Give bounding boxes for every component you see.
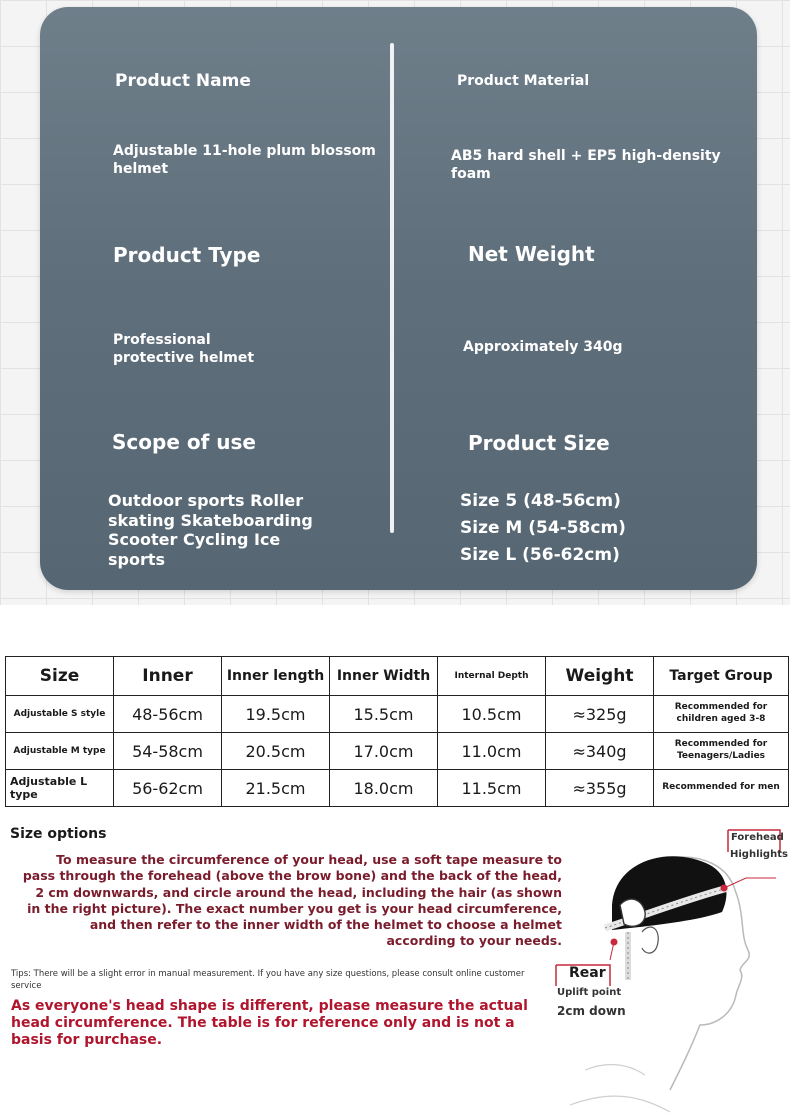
header-inner-length: Inner length — [222, 657, 330, 696]
rear-marker — [611, 939, 618, 946]
product-material-value: AB5 hard shell + EP5 high-density foam — [451, 148, 721, 182]
cell-target-group: Recommended for Teenagers/Ladies — [654, 733, 789, 770]
highlights-label: Highlights — [730, 849, 788, 860]
ear-shape — [642, 927, 658, 953]
cell-target-group: Recommended for men — [654, 770, 789, 807]
net-weight-heading: Net Weight — [468, 242, 595, 266]
cell-size: Adjustable S style — [6, 696, 114, 733]
size-table — [5, 656, 789, 807]
product-size-item: Size L (56-62cm) — [460, 545, 620, 566]
cell-size: Adjustable M type — [6, 733, 114, 770]
tips-text: Tips: There will be a slight error in manual measurement. If you have any size questions, please consult online customer service — [11, 969, 525, 992]
cell-weight: ≈340g — [546, 733, 654, 770]
cell-target-group: Recommended for children aged 3-8 — [654, 696, 789, 733]
cell-inner: 48-56cm — [114, 696, 222, 733]
product-size-item: Size M (54-58cm) — [460, 518, 626, 539]
shoulder-sketch — [570, 1065, 670, 1112]
table-row — [6, 696, 789, 733]
product-type-heading: Product Type — [113, 243, 261, 267]
cell-internal-depth: 11.0cm — [438, 733, 546, 770]
header-internal-depth: Internal Depth — [438, 657, 546, 696]
scope-value: Outdoor sports Roller skating Skateboarding Scooter Cycling Ice sports — [108, 491, 313, 570]
header-inner: Inner — [114, 657, 222, 696]
header-weight: Weight — [546, 657, 654, 696]
header-size: Size — [6, 657, 114, 696]
reference-warning: As everyone's head shape is different, please measure the actual head circumference. The table is for reference only and is not a basis for purchase. — [11, 998, 528, 1048]
header-target-group: Target Group — [654, 657, 789, 696]
measure-instructions: To measure the circumference of your head, use a soft tape measure to pass through the forehead (above the brow bone) and the back of the head, 2 cm downwards, and circle around the head, including the hair (as shown in the right picture). The exact number you get is your head circumference, and then refer to the inner width of the helmet to choose a helmet according to your needs. — [22, 852, 562, 949]
cell-inner-width: 15.5cm — [330, 696, 438, 733]
size-options-title: Size options — [10, 826, 107, 842]
cell-size: Adjustable L type — [6, 770, 114, 807]
table-row — [6, 733, 789, 770]
cell-weight: ≈355g — [546, 770, 654, 807]
cell-inner-length: 19.5cm — [222, 696, 330, 733]
cell-inner-length: 20.5cm — [222, 733, 330, 770]
product-size-heading: Product Size — [468, 431, 610, 455]
forehead-label: Forehead — [731, 832, 784, 843]
table-row — [6, 770, 789, 807]
scope-heading: Scope of use — [112, 430, 256, 454]
rear-label: Rear — [569, 965, 606, 981]
column-divider — [390, 43, 394, 533]
product-material-heading: Product Material — [457, 73, 590, 89]
product-name-value: Adjustable 11-hole plum blossom helmet — [113, 143, 376, 177]
head-measure-diagram — [550, 820, 790, 1115]
product-size-list — [460, 488, 626, 570]
cell-weight: ≈325g — [546, 696, 654, 733]
hand-shape — [620, 899, 645, 926]
table-header-row — [6, 657, 789, 696]
cell-inner-width: 17.0cm — [330, 733, 438, 770]
spec-card — [40, 7, 757, 590]
cell-internal-depth: 10.5cm — [438, 696, 546, 733]
uplift-label: Uplift point — [557, 987, 622, 998]
cell-internal-depth: 11.5cm — [438, 770, 546, 807]
header-inner-width: Inner Width — [330, 657, 438, 696]
product-type-value: Professional protective helmet — [113, 332, 255, 366]
cell-inner: 56-62cm — [114, 770, 222, 807]
product-name-heading: Product Name — [115, 71, 251, 91]
down-label: 2cm down — [557, 1004, 626, 1018]
cell-inner-length: 21.5cm — [222, 770, 330, 807]
cell-inner: 54-58cm — [114, 733, 222, 770]
cell-inner-width: 18.0cm — [330, 770, 438, 807]
product-size-item: Size 5 (48-56cm) — [460, 491, 621, 511]
net-weight-value: Approximately 340g — [463, 339, 623, 355]
